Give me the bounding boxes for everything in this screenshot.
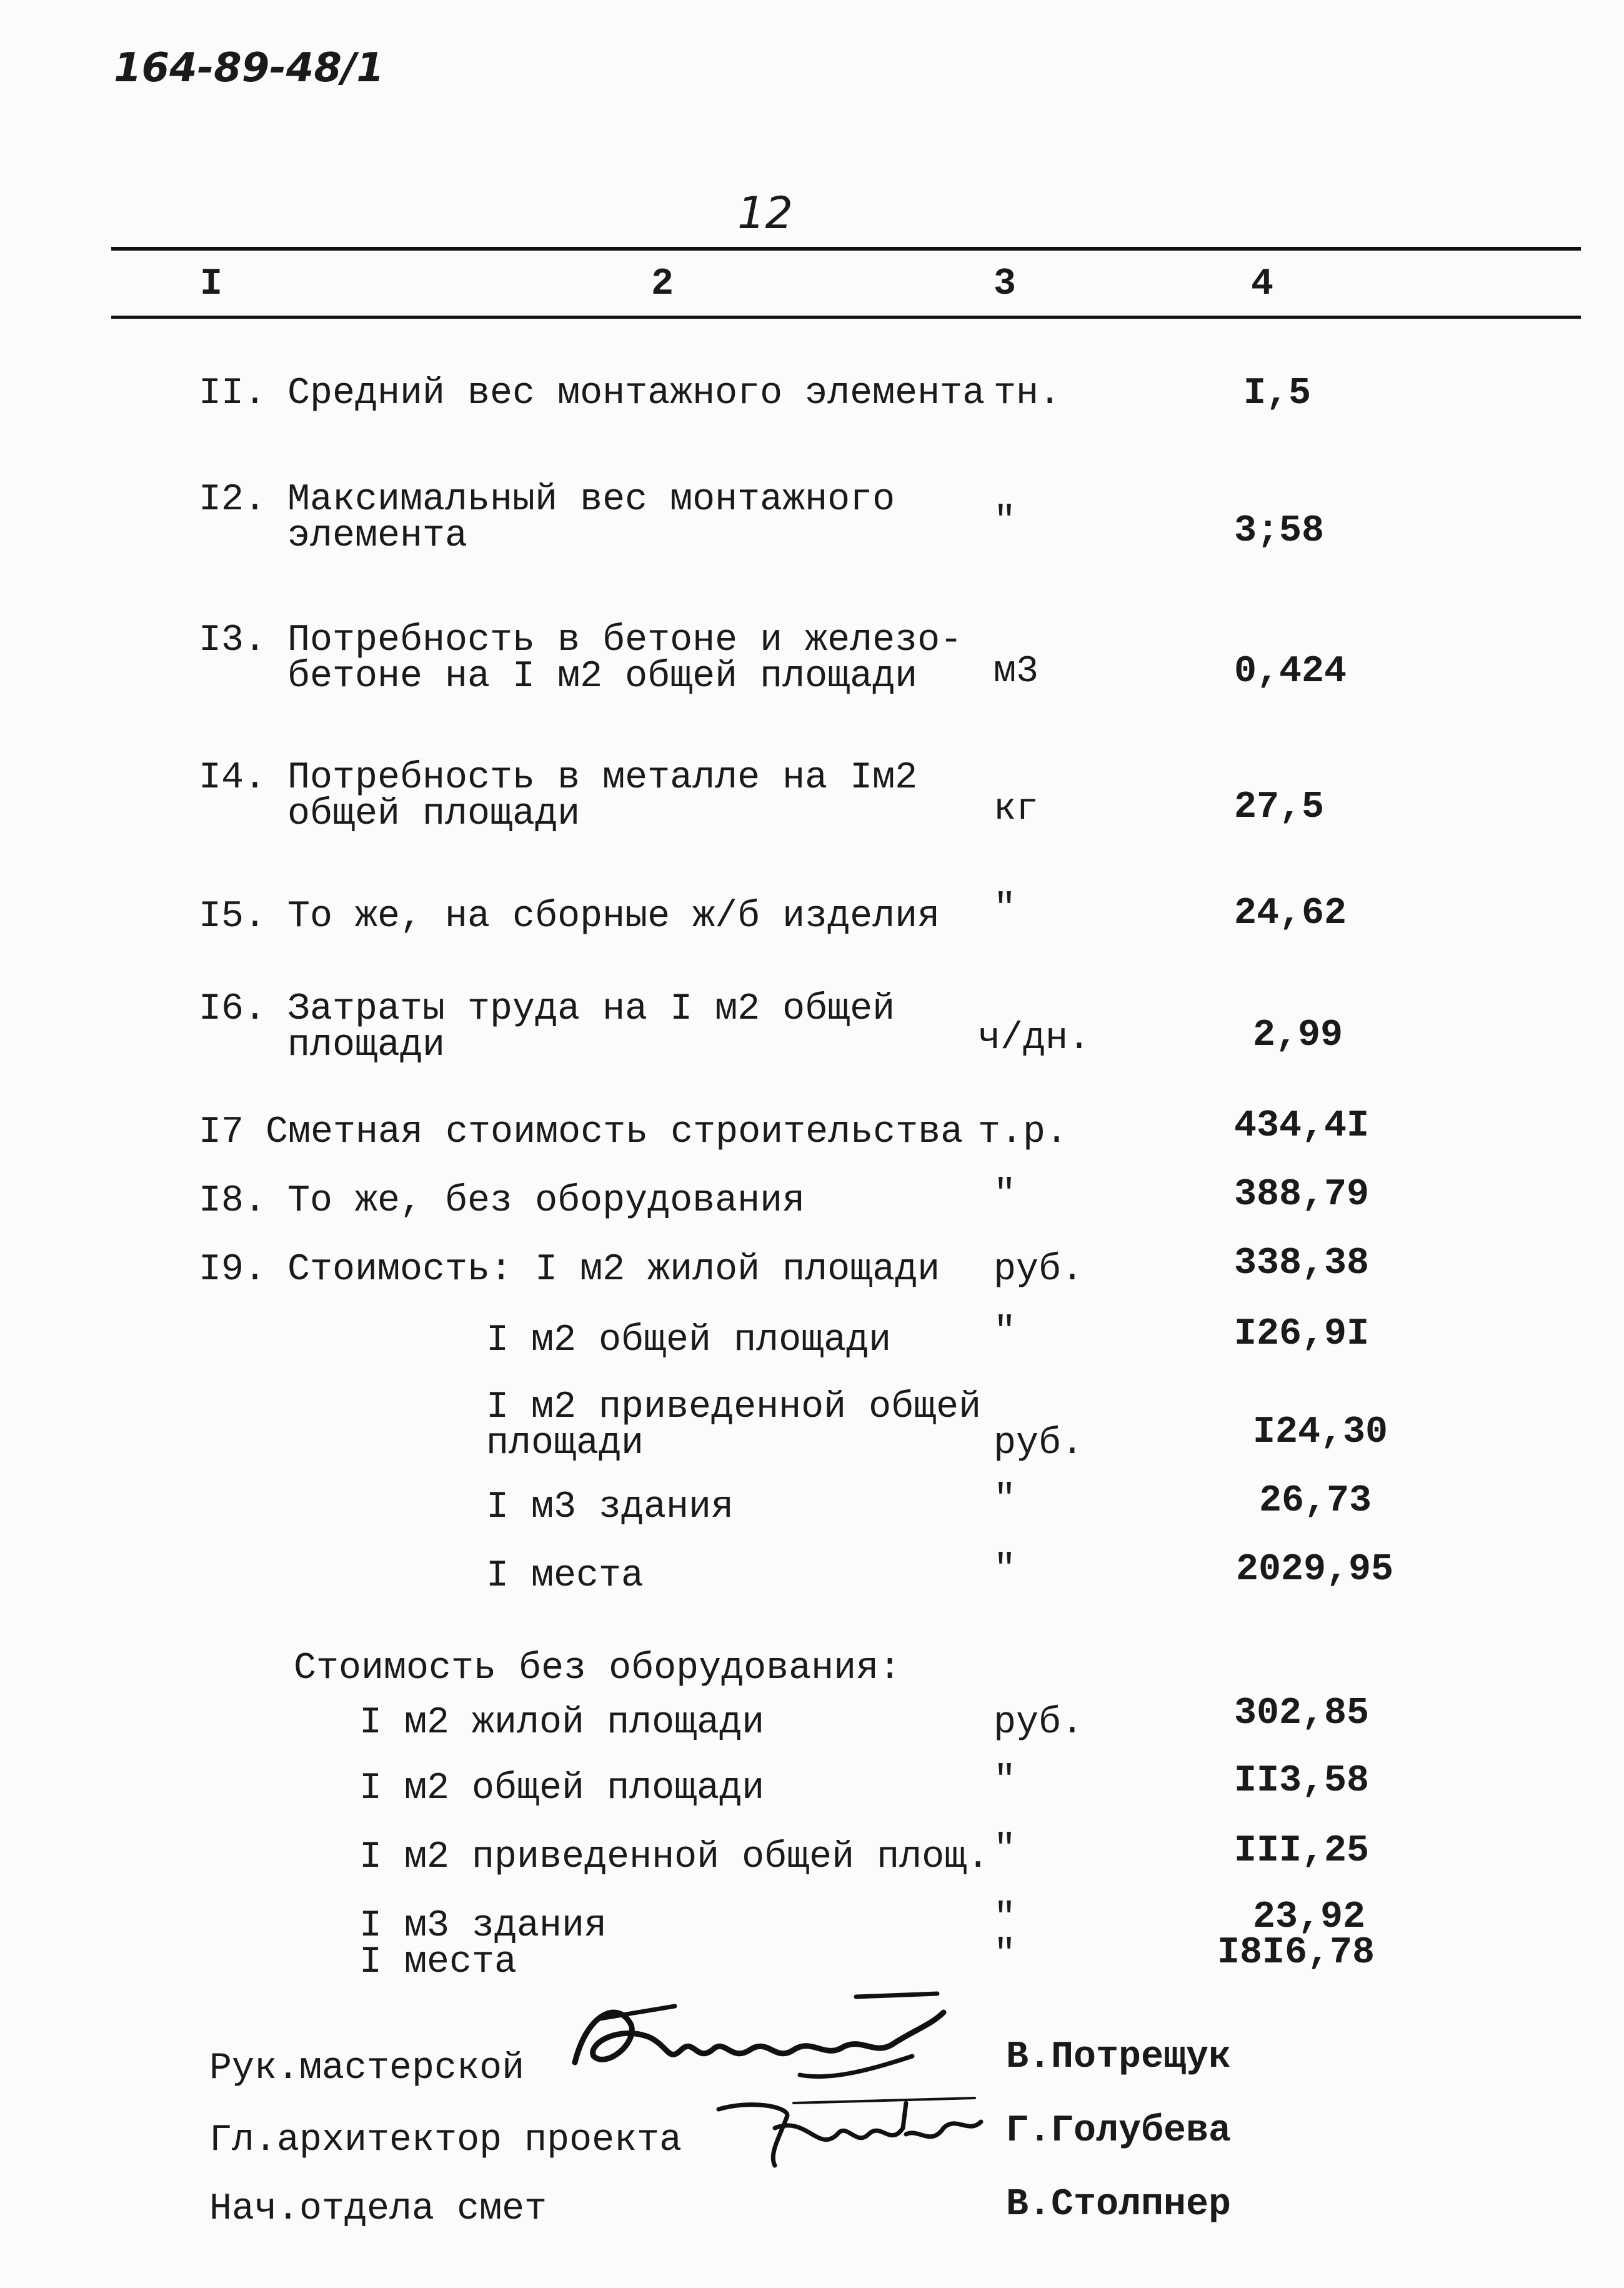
no-equipment-text: I места bbox=[359, 1941, 517, 1984]
handwritten-signature-1 bbox=[562, 1987, 950, 2094]
cost-sub-unit: " bbox=[994, 1549, 1017, 1591]
cost-sub-unit: руб. bbox=[994, 1422, 1084, 1465]
row-value: 0,424 bbox=[1234, 651, 1347, 693]
page-number: 12 bbox=[737, 187, 794, 239]
row-value: 3;58 bbox=[1234, 510, 1325, 552]
row-value: 27,5 bbox=[1234, 786, 1325, 829]
row-unit: " bbox=[994, 1174, 1017, 1216]
row-number: I9. bbox=[199, 1249, 267, 1291]
no-equipment-value: III,25 bbox=[1234, 1830, 1370, 1872]
row-value: 2,99 bbox=[1253, 1014, 1343, 1057]
no-equipment-text: I м2 приведенной общей площ. bbox=[359, 1836, 990, 1879]
cost-sub-text: I м2 общей площади bbox=[486, 1319, 892, 1362]
row-number: II. bbox=[199, 372, 267, 415]
no-equipment-unit: руб. bbox=[994, 1702, 1084, 1744]
no-equipment-value: II3,58 bbox=[1234, 1760, 1370, 1802]
signature-role: Гл.архитектор проекта bbox=[209, 2119, 682, 2162]
row-number: I2. bbox=[199, 479, 267, 521]
row-value: I,5 bbox=[1243, 372, 1312, 415]
row-text: То же, без оборудования bbox=[287, 1180, 805, 1222]
cost-sub-value: I24,30 bbox=[1253, 1411, 1388, 1454]
row-unit: м3 bbox=[994, 651, 1039, 693]
no-equipment-unit: " bbox=[994, 1760, 1017, 1802]
signature-name: В.Столпнер bbox=[1006, 2184, 1232, 2226]
no-equipment-unit: " bbox=[994, 1934, 1017, 1976]
row-value: 24,62 bbox=[1234, 892, 1347, 935]
no-equipment-text: I м2 общей площади bbox=[359, 1767, 765, 1810]
cost-sub-value: 26,73 bbox=[1259, 1480, 1372, 1522]
row-number: I6. bbox=[199, 988, 267, 1031]
cost-sub-text: площади bbox=[486, 1422, 644, 1465]
no-equipment-text: I м2 жилой площади bbox=[359, 1702, 765, 1744]
row-text: бетоне на I м2 общей площади bbox=[287, 656, 918, 698]
cost-sub-text: I места bbox=[486, 1555, 644, 1597]
row-unit: " bbox=[994, 501, 1017, 543]
row-text: Затраты труда на I м2 общей bbox=[287, 988, 895, 1031]
column-header-2: 2 bbox=[651, 263, 674, 306]
row-text: Потребность в металле на Iм2 bbox=[287, 757, 918, 799]
cost-sub-text: I м2 приведенной общей bbox=[486, 1386, 982, 1429]
cost-sub-unit: " bbox=[994, 1311, 1017, 1354]
column-header-4: 4 bbox=[1251, 263, 1274, 306]
row-text: Потребность в бетоне и железо- bbox=[287, 619, 963, 662]
row-text: Максимальный вес монтажного bbox=[287, 479, 895, 521]
signature-name: В.Потрещук bbox=[1006, 2036, 1232, 2079]
row-value: 434,4I bbox=[1234, 1105, 1370, 1147]
signature-role: Нач.отдела смет bbox=[209, 2188, 547, 2231]
no-equipment-text: I м3 здания bbox=[359, 1905, 607, 1947]
no-equipment-unit: " bbox=[994, 1829, 1017, 1871]
row-text: площади bbox=[287, 1024, 446, 1067]
row-unit: руб. bbox=[994, 1249, 1084, 1291]
column-header-3: 3 bbox=[994, 263, 1017, 306]
row-text: То же, на сборные ж/б изделия bbox=[287, 896, 940, 938]
row-number: I8. bbox=[199, 1180, 267, 1222]
row-unit: ч/дн. bbox=[978, 1017, 1091, 1060]
row-number: I5. bbox=[199, 896, 267, 938]
header-top-rule bbox=[111, 247, 1581, 251]
header-bottom-rule bbox=[111, 316, 1581, 319]
no-equipment-unit: " bbox=[994, 1897, 1017, 1940]
column-header-1: I bbox=[200, 263, 223, 306]
row-number: I7 bbox=[199, 1111, 244, 1154]
no-equipment-value: 23,92 bbox=[1253, 1896, 1366, 1939]
row-unit: " bbox=[994, 888, 1017, 931]
row-text: Стоимость: I м2 жилой площади bbox=[287, 1249, 940, 1291]
signature-role: Рук.мастерской bbox=[209, 2047, 525, 2090]
row-text: Сметная стоимость строительства bbox=[266, 1111, 964, 1154]
row-unit: т.р. bbox=[978, 1111, 1069, 1154]
cost-sub-value: 2029,95 bbox=[1236, 1549, 1394, 1591]
cost-sub-unit: " bbox=[994, 1479, 1017, 1521]
row-value: 388,79 bbox=[1234, 1174, 1370, 1216]
row-text: Средний вес монтажного элемента bbox=[287, 372, 985, 415]
row-text: общей площади bbox=[287, 793, 580, 836]
no-equipment-value: I8I6,78 bbox=[1217, 1932, 1375, 1974]
row-text: элемента bbox=[287, 515, 468, 557]
row-number: I4. bbox=[199, 757, 267, 799]
row-number: I3. bbox=[199, 619, 267, 662]
cost-sub-value: I26,9I bbox=[1234, 1313, 1370, 1356]
row-unit: кг bbox=[994, 788, 1039, 831]
row-value: 338,38 bbox=[1234, 1242, 1370, 1285]
no-equipment-heading: Стоимость без оборудования: bbox=[294, 1647, 902, 1690]
signature-name: Г.Голубева bbox=[1006, 2110, 1232, 2152]
cost-sub-text: I м3 здания bbox=[486, 1486, 734, 1529]
no-equipment-value: 302,85 bbox=[1234, 1692, 1370, 1735]
handwritten-signature-2 bbox=[712, 2091, 987, 2178]
row-unit: тн. bbox=[994, 372, 1062, 415]
document-code: 164-89-48/1 bbox=[114, 45, 384, 91]
